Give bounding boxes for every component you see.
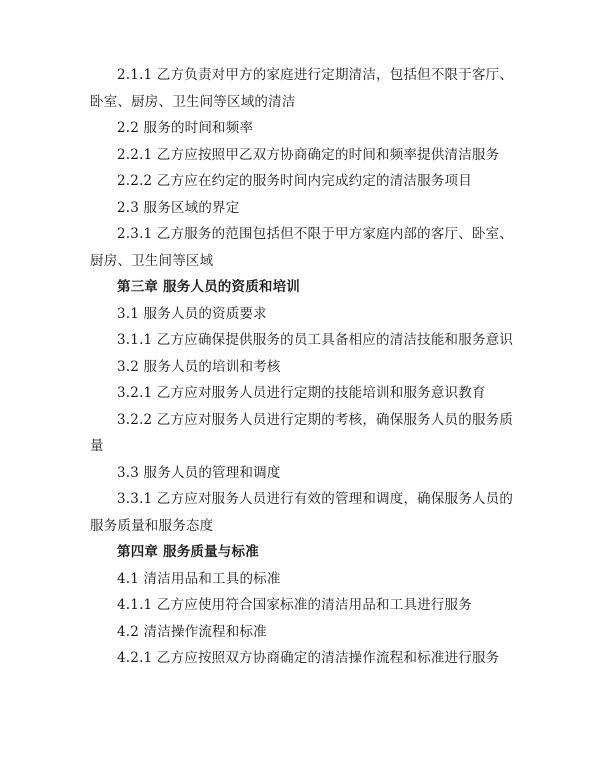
chapter-4-heading: 第四章 服务质量与标准 xyxy=(117,544,259,560)
paragraph-2-3: 2.3 服务区域的界定 xyxy=(117,199,240,216)
paragraph-4-1: 4.1 清洁用品和工具的标准 xyxy=(117,570,281,587)
chapter-3-heading: 第三章 服务人员的资质和培训 xyxy=(117,279,300,295)
paragraph-2-2-2: 2.2.2 乙方应在约定的服务时间内完成约定的清洁服务项目 xyxy=(117,173,472,189)
paragraph-3-3-1: 3.3.1 乙方应对服务人员进行有效的管理和调度，确保服务人员的服务质量和服务态度 xyxy=(90,491,514,534)
paragraph-4-1-1: 4.1.1 乙方应使用符合国家标准的清洁用品和工具进行服务 xyxy=(117,597,472,613)
paragraph-2-2: 2.2 服务的时间和频率 xyxy=(117,120,254,136)
paragraph-3-3: 3.3 服务人员的管理和调度 xyxy=(117,464,281,481)
paragraph-3-1: 3.1 服务人员的资质要求 xyxy=(117,305,267,322)
paragraph-2-2-1: 2.2.1 乙方应按照甲乙双方协商确定的时间和频率提供清洁服务 xyxy=(117,146,500,163)
paragraph-2-3-1: 2.3.1 乙方服务的范围包括但不限于甲方家庭内部的客厅、卧室、厨房、卫生间等区域 xyxy=(90,226,514,269)
paragraph-3-1-1: 3.1.1 乙方应确保提供服务的员工具备相应的清洁技能和服务意识 xyxy=(117,332,514,348)
paragraph-3-2: 3.2 服务人员的培训和考核 xyxy=(117,358,281,375)
document-body xyxy=(90,62,514,672)
paragraph-4-2-1: 4.2.1 乙方应按照双方协商确定的清洁操作流程和标准进行服务 xyxy=(117,650,500,666)
paragraph-2-1-1: 2.1.1 乙方负责对甲方的家庭进行定期清洁，包括但不限于客厅、卧室、厨房、卫生间等区域的清洁 xyxy=(90,67,514,110)
paragraph-3-2-2: 3.2.2 乙方应对服务人员进行定期的考核，确保服务人员的服务质量 xyxy=(90,411,514,454)
paragraph-4-2: 4.2 清洁操作流程和标准 xyxy=(117,623,267,640)
paragraph-3-2-1: 3.2.1 乙方应对服务人员进行定期的技能培训和服务意识教育 xyxy=(117,385,486,401)
